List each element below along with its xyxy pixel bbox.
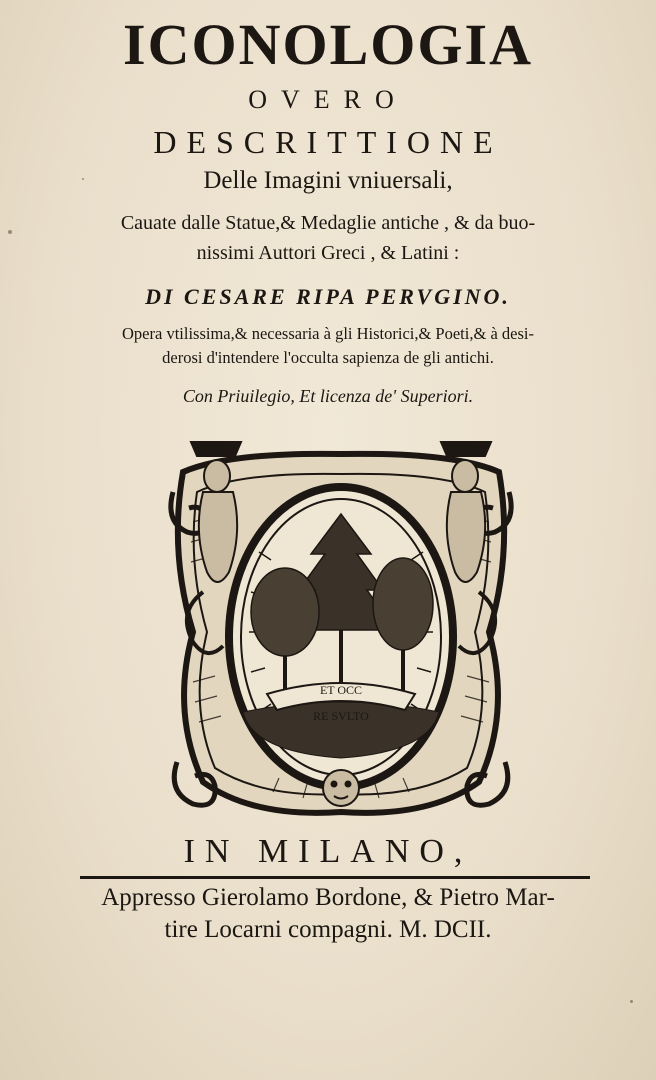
- printers-device-emblem: [163, 432, 519, 818]
- subtitle-overo: OVERO: [248, 85, 408, 114]
- book-title: ICONOLOGIA: [123, 12, 533, 77]
- paper-speck: [630, 1000, 633, 1003]
- mascaron-face: [323, 770, 359, 806]
- paper-speck: [8, 230, 12, 234]
- imprint-line-1: Appresso Gierolamo Bordone, & Pietro Mar-: [101, 884, 555, 911]
- opera-line-2: derosi d'intendere l'occulta sapienza de gli antichi.: [162, 348, 494, 367]
- subtitle-delle-imagini: Delle Imagini vniuersali,: [203, 167, 453, 194]
- imprint-line-2: tire Locarni compagni. M. DCII.: [164, 916, 492, 943]
- author-line: DI CESARE RIPA PERVGINO.: [145, 284, 511, 309]
- banner-text-bottom: RE SVLTO: [313, 709, 369, 723]
- imprint-rule: [80, 876, 590, 879]
- opera-line-1: Opera vtilissima,& necessaria à gli Historici,& Poeti,& à desi-: [122, 324, 534, 343]
- banner-text-top: ET OCC: [319, 683, 363, 697]
- privilege-line: Con Priuilegio, Et licenza de' Superiori.: [182, 386, 474, 406]
- description-line-1: Cauate dalle Statue,& Medaglie antiche , & da buo-: [120, 212, 536, 234]
- imprint-city: IN MILANO,: [183, 833, 473, 870]
- subtitle-descrittione: DESCRITTIONE: [153, 124, 503, 160]
- description-line-2: nissimi Auttori Greci , & Latini :: [196, 242, 460, 264]
- paper-speck: [82, 178, 84, 180]
